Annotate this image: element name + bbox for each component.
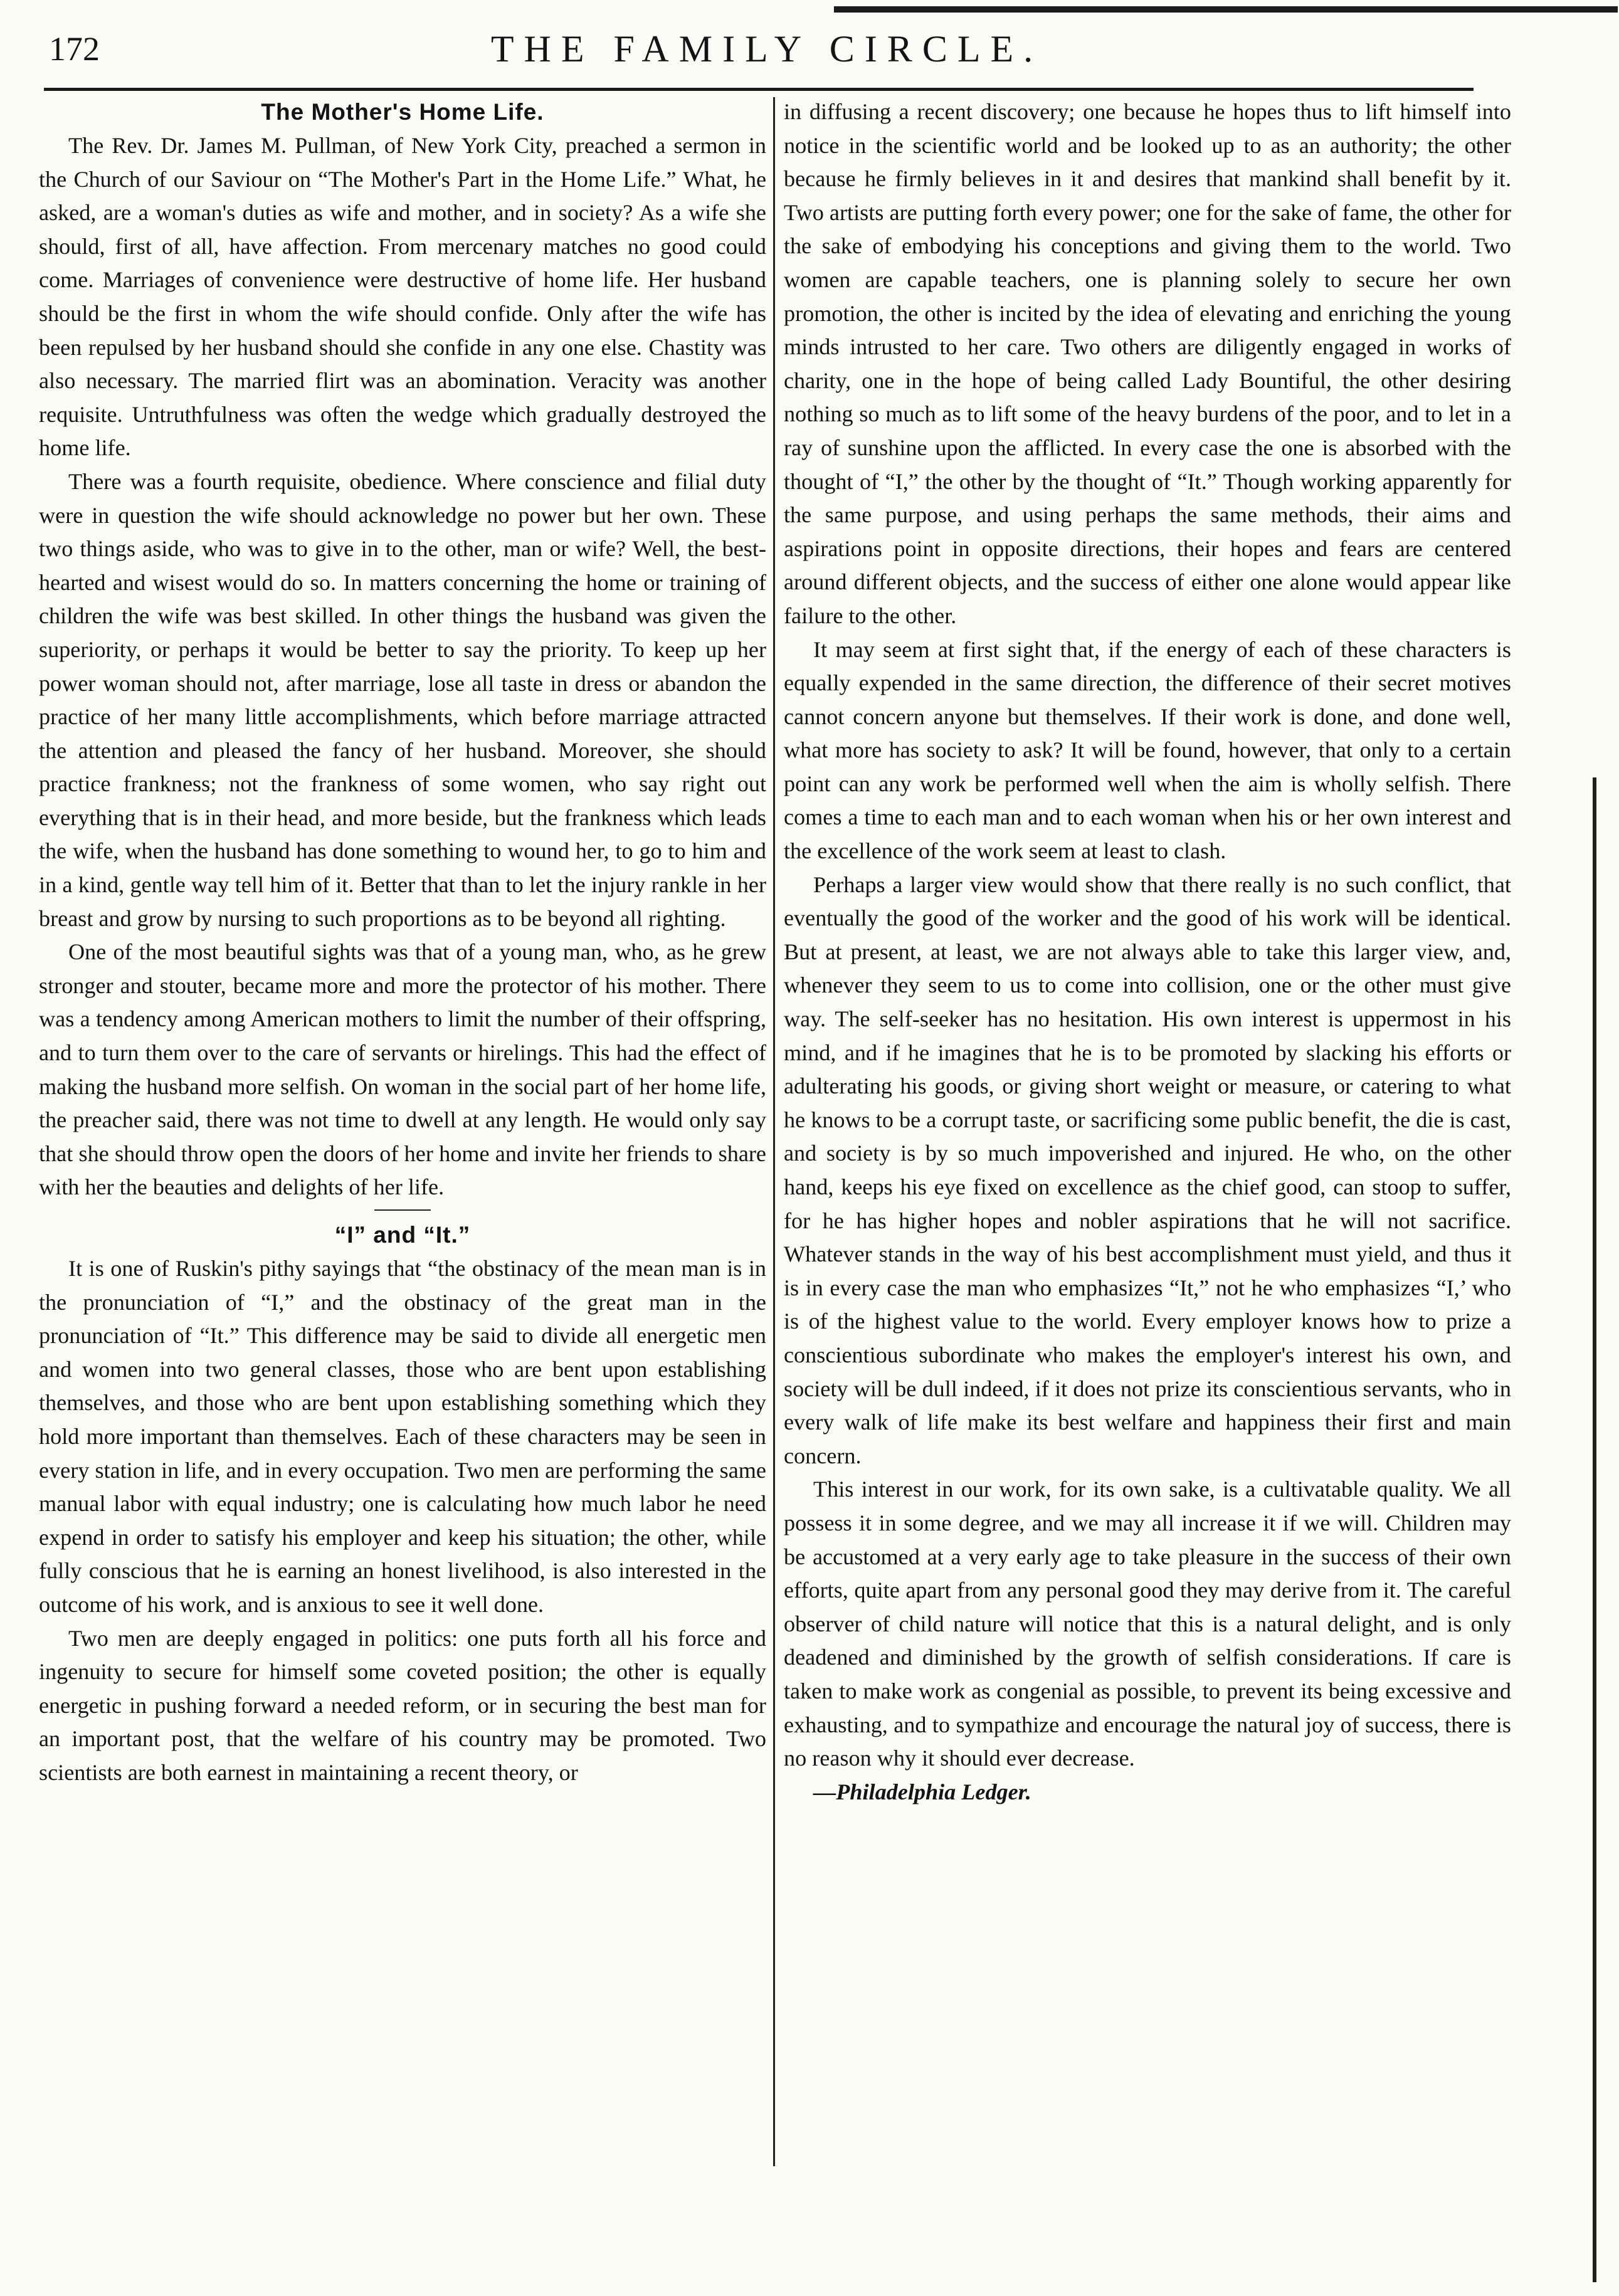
page-edge-rule	[1593, 777, 1596, 2282]
article-paragraph: This interest in our work, for its own sake, is a cultivatable quality. We all possess it in some degree, and we may all increase it if we will. Children may be accustomed at a very early age to take pleasure in the success of their own efforts, quite apart from any personal good they may derive from it. The careful observer of child nature will notice that this is a natural delight, and is only deadened and diminished by the growth of selfish considerations. If care is taken to make work as congenial as possible, to prevent its being excessive and exhausting, and to sympathize and encourage the natural joy of success, there is no reason why it should ever decrease.	[784, 1477, 1511, 1771]
article-paragraph: The Rev. Dr. James M. Pullman, of New York City, preached a sermon in the Church of our Saviour on “The Mother's Part in the Home Life.” What, he asked, are a woman's duties as wife and mother, and in society? As a wife she should, first of all, have affection. From mercenary matches no good could come. Marriages of convenience were destructive of home life. Her husband should be the first in whom the wife should confide. Only after the wife has been repulsed by her husband should she confide in any one else. Chastity was also necessary. The married flirt was an abomination. Veracity was another requisite. Untruthfulness was often the wedge which gradually destroyed the home life.	[39, 133, 766, 461]
article-paragraph: There was a fourth requisite, obedience. Where conscience and filial duty were in question the wife should acknowledge no power but her own. These two things aside, who was to give in to the other, man or wife? Well, the best-hearted and wisest would do so. In matters concerning the home or training of children the wife was best skilled. In other things the husband was given the superiority, or perhaps it would be better to say the priority. To keep up her power woman should not, after marriage, lose all taste in dress or abandon the practice of her many little accomplishments, which before marriage attracted the attention and pleased the fancy of her husband. Moreover, she should practice frankness; not the frankness of some women, who say right out everything that is in their head, and more beside, but the frankness which leads the wife, when the husband has done something to wound her, to go to him and in a kind, gentle way tell him of it. Better that than to let the injury rankle in her breast and grow by nursing to such proportions as to be beyond all righting.	[39, 468, 766, 931]
article-separator	[39, 1204, 766, 1218]
top-border-rule	[834, 6, 1618, 13]
article-paragraph: Perhaps a larger view would show that there really is no such conflict, that eventually the good of the worker and the good of his work will be identical. But at present, at least, we are not always able to take this larger view, and, whenever they seem to us to come into collision, one or the other must give way. The self-seeker has no hesitation. His own interest is uppermost in his mind, and if he imagines that he is to be promoted by slacking his efforts or adulterating his goods, or giving short weight or measure, or catering to what he knows to be a corrupt taste, or sacrificing some public benefit, the die is cast, and society is by so much impoverished and injured. He who, on the other hand, keeps his eye fixed on excellence as the chief good, can stoop to suffer, for he has higher hopes and nobler aspirations that he will not sacrifice. Whatever stands in the way of his best accomplishment must yield, and thus it is in every case the man who emphasizes “It,” not he who emphasizes “I,’ who is of the highest value to the world. Every employer knows how to prize a conscientious subordinate who makes the employer's interest his own, and society will be dull indeed, if it does not prize its conscientious servants, who in every walk of life make its best welfare and happiness their first and main concern.	[784, 872, 1511, 1468]
header-rule	[44, 88, 1474, 91]
article-paragraph: Two men are deeply engaged in politics: one puts forth all his force and ingenuity to secure for himself some coveted position; the other is equally energetic in pushing forward a needed reform, or in securing the best man for an important post, that the welfare of his country may be promoted. Two scientists are both earnest in maintaining a recent theory, or	[39, 1625, 766, 1785]
article-paragraph: It may seem at first sight that, if the energy of each of these characters is equally expended in the same direction, the difference of their secret motives cannot concern anyone but themselves. If their work is done, and done well, what more has society to ask? It will be found, however, that only to a certain point can any work be performed well when the aim is wholly selfish. There comes a time to each man and to each woman when his or her own interest and the excellence of the work seem at least to clash.	[784, 636, 1511, 864]
article-paragraph-continued: in diffusing a recent discovery; one because he hopes thus to lift himself into notice in the scientific world and be looked up to as an authority; the other because he firmly believes in it and desires that mankind shall benefit by it. Two artists are putting forth every power; one for the sake of fame, the other for the sake of embodying his conceptions and giving them to the world. Two women are capable teachers, one is planning solely to secure her own promotion, the other is incited by the idea of elevating and enriching the young minds intrusted to her care. Two others are diligently engaged in works of charity, one in the hope of being called Lady Bountiful, the other desiring nothing so much as to lift some of the heavy burdens of the poor, and to let in a ray of sunshine upon the afflicted. In every case the one is absorbed with the thought of “I,” the other by the thought of “It.” Though working apparently for the same purpose, and using perhaps the same methods, their aims and aspirations point in opposite directions, their hopes and fears are centered around different objects, and the success of either one alone would appear like failure to the other.	[784, 99, 1511, 628]
left-column	[39, 95, 766, 1790]
page-number: 172	[49, 30, 100, 68]
article-paragraph: One of the most beautiful sights was that of a young man, who, as he grew stronger and stouter, became more and more the protector of his mother. There was a tendency among American mothers to limit the number of their offspring, and to turn them over to the care of servants or hirelings. This had the effect of making the husband more selfish. On woman in the social part of her home life, the preacher said, there was not time to dwell at any length. He would only say that she should throw open the doors of her home and invite her friends to share with her the beauties and delights of her life.	[39, 939, 766, 1200]
page-header	[49, 25, 1485, 73]
article-paragraph: It is one of Ruskin's pithy sayings that “the obstinacy of the mean man is in the pronunciation of “I,” and the obstinacy of the great man in the pronunciation of “It.” This difference may be said to divide all energetic men and women into two general classes, those who are bent upon establishing themselves, and those who are bent upon establishing something which they hold more important than themselves. Each of these characters may be seen in every station in life, and in every occupation. Two men are performing the same manual labor with equal industry; one is calculating how much labor he need expend in order to satisfy his employer and keep his situation; the other, while fully conscious that he is earning an honest livelihood, is also interested in the outcome of his work, and is anxious to see it well done.	[39, 1256, 766, 1617]
article-title-mothers-home-life: The Mother's Home Life.	[261, 99, 544, 125]
column-divider	[773, 97, 775, 2166]
source-attribution: —Philadelphia Ledger.	[813, 1779, 1031, 1804]
running-title: THE FAMILY CIRCLE.	[490, 28, 1043, 70]
right-column	[784, 95, 1511, 1809]
article-title-i-and-it: “I” and “It.”	[334, 1222, 471, 1248]
